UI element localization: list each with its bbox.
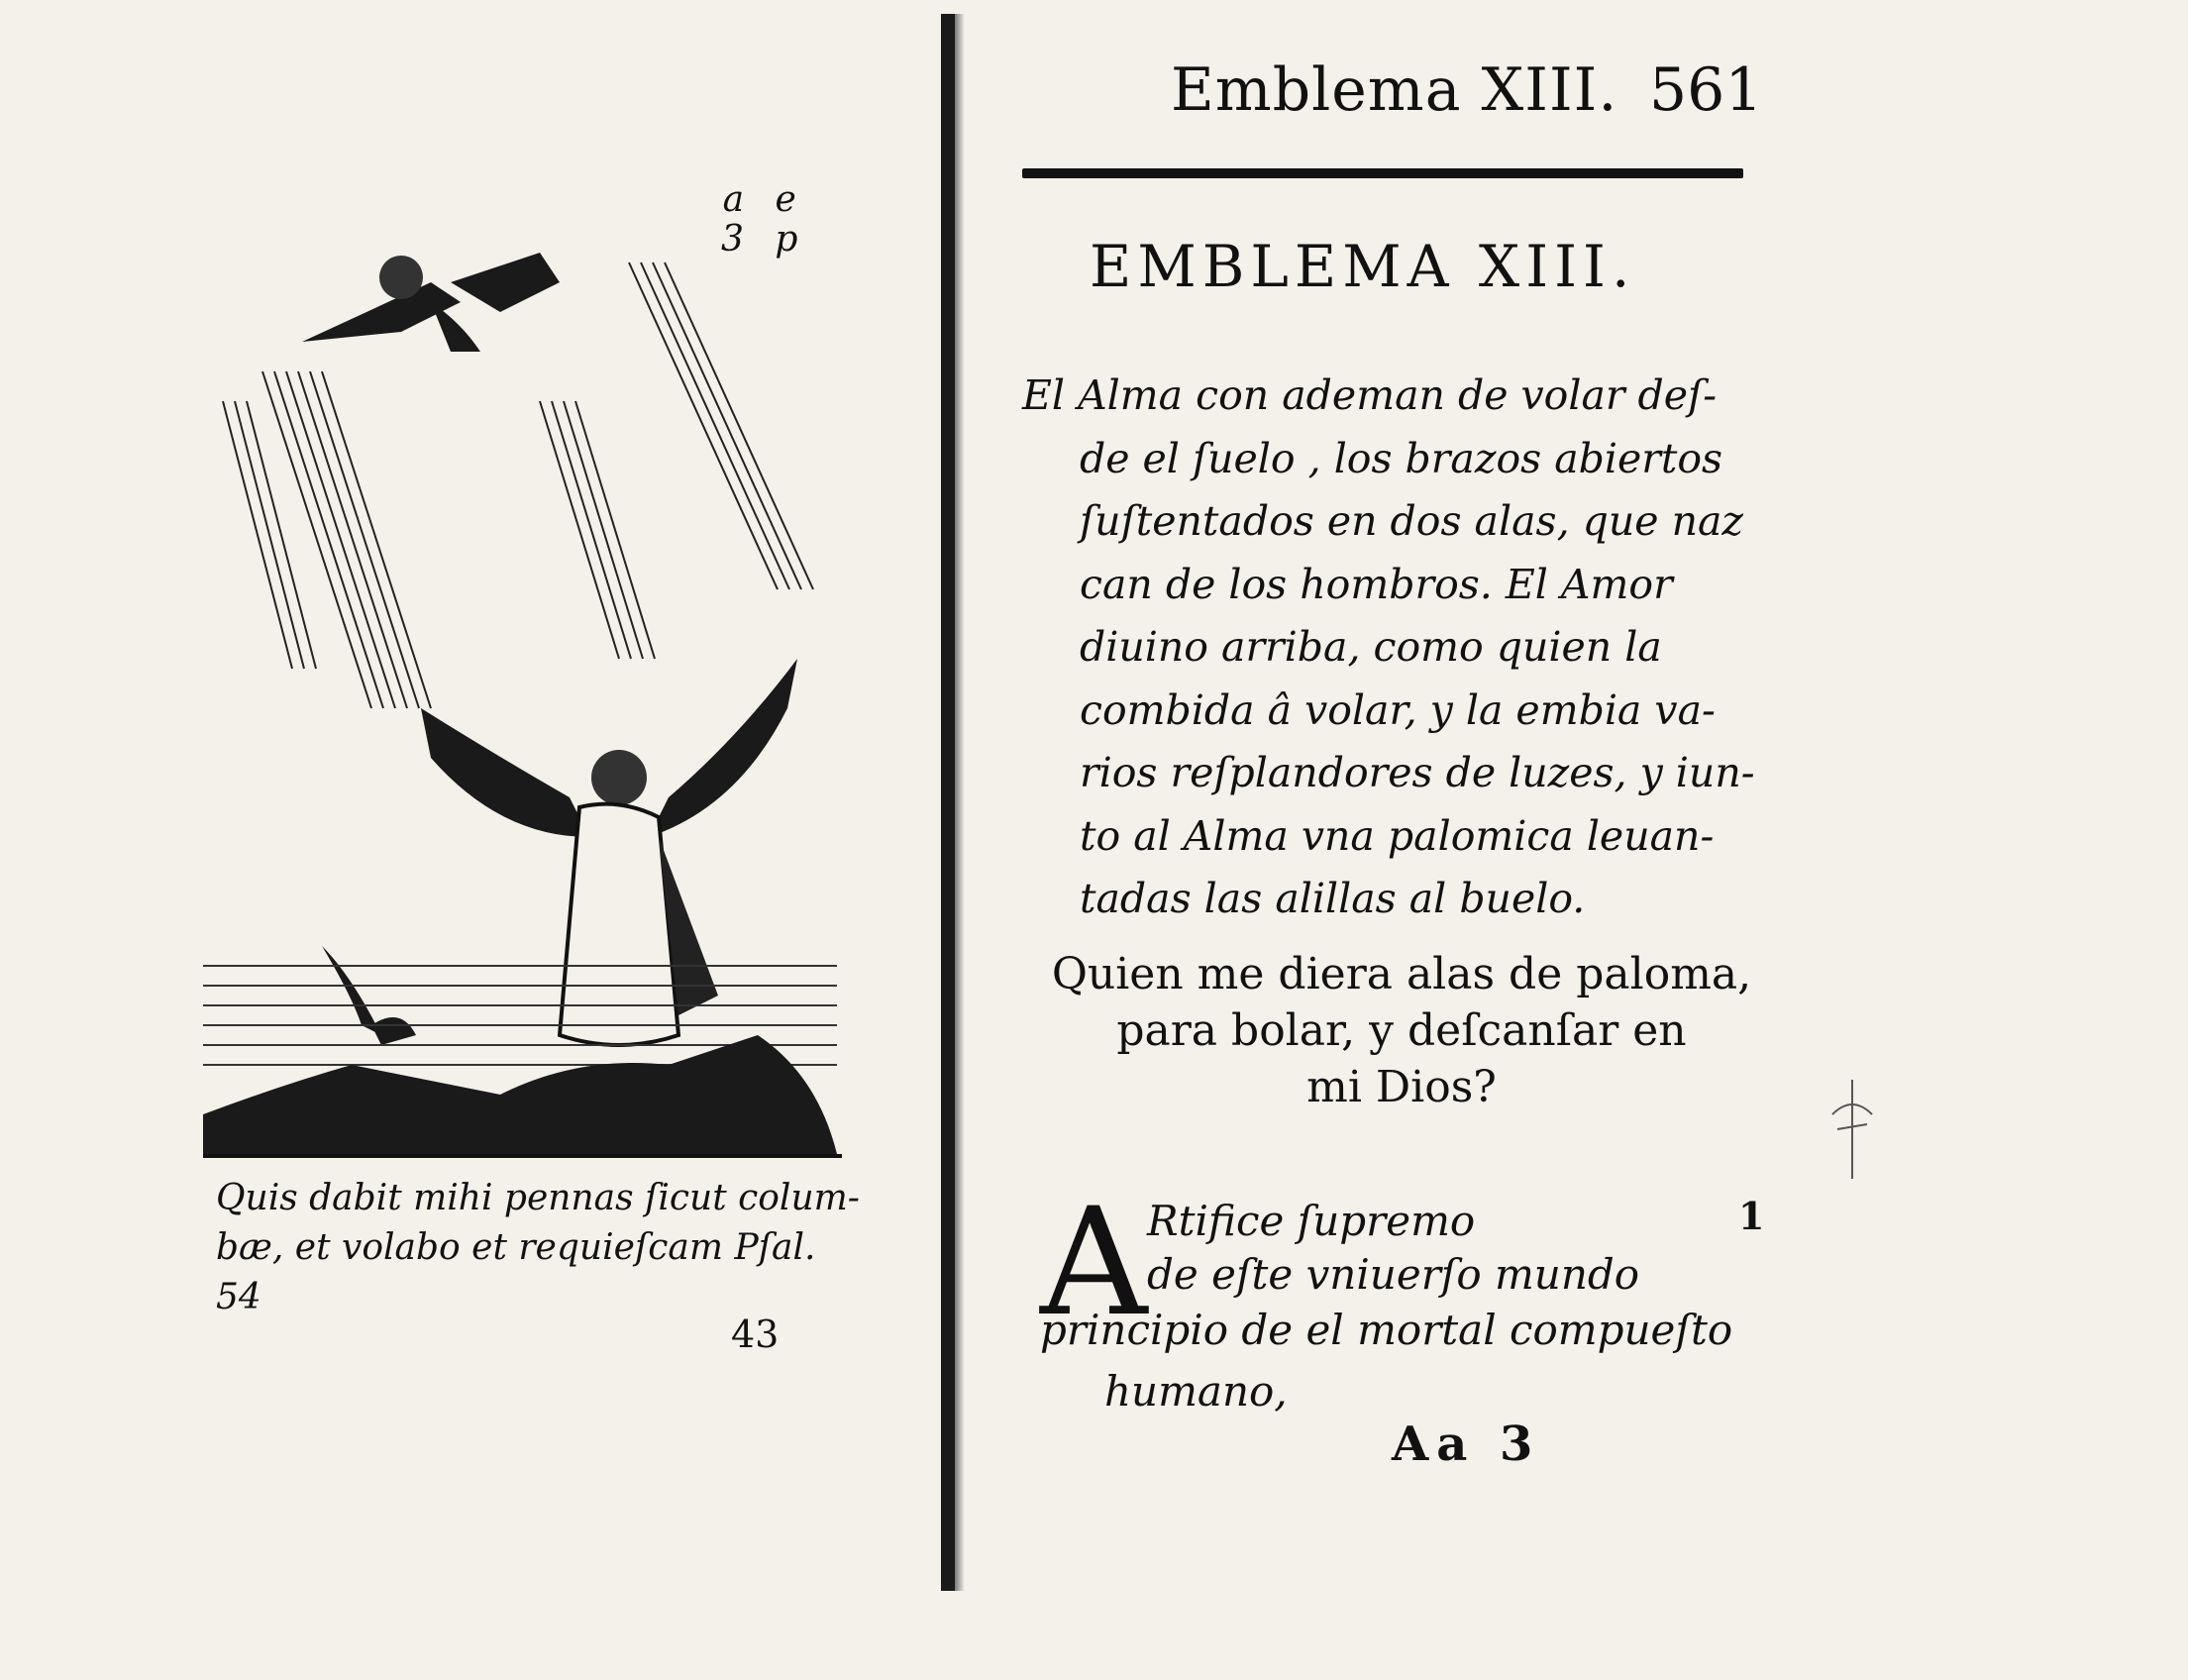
description-line: rios reſplandores de luzes, y iun-	[1080, 749, 1755, 796]
stray-ink-mark	[1823, 1075, 1882, 1184]
plate-mark-bottom-1: 3	[721, 218, 744, 260]
motto-line: Quien me diera alas de paloma,	[1051, 949, 1752, 999]
description-line: El Alma con ademan de volar deſ-	[1022, 371, 1718, 419]
poem-line: de eſte vniuerſo mundo	[1147, 1250, 1640, 1299]
plate-mark-top-1: a	[722, 179, 745, 220]
book-gutter	[941, 14, 955, 1591]
description-line: can de los hombros. El Amor	[1080, 560, 1673, 608]
description-line: combida â volar, y la embia va-	[1080, 685, 1716, 734]
motto-line: para bolar, y deſcanſar en	[1116, 1005, 1687, 1056]
plate-number: 43	[731, 1312, 780, 1356]
plate-mark-top-2: e	[775, 179, 796, 220]
light-rays	[223, 262, 813, 708]
emblem-description	[1022, 365, 1775, 931]
description-line: diuino arriba, como quien la	[1080, 623, 1662, 671]
description-line: ſuſtentados en dos alas, que naz	[1080, 497, 1744, 545]
description-line: de el ſuelo , los brazos abiertos	[1080, 434, 1723, 482]
poem-line: principio de el mortal compueſto	[1040, 1306, 1733, 1354]
left-page	[0, 0, 941, 1680]
drop-cap: A	[1040, 1177, 1148, 1349]
plate-caption	[216, 1174, 860, 1322]
soul-figure	[421, 659, 797, 1045]
poem-line: Rtifice ſupremo	[1147, 1197, 1476, 1245]
poem-line: humano,	[1104, 1367, 1288, 1416]
engraving-frame-line	[203, 1154, 842, 1158]
dove-figure	[322, 946, 416, 1045]
caption-line: Quis dabit mihi pennas ſicut colum-	[216, 1178, 860, 1218]
motto	[1035, 946, 1768, 1115]
emblem-title: EMBLEMA XIII.	[1090, 233, 1636, 300]
signature-mark: Aa 3	[1392, 1417, 1541, 1472]
engraving-illustration	[203, 243, 847, 1159]
verse-number: 1	[1738, 1194, 1765, 1238]
cupid-figure	[302, 253, 560, 352]
description-line: to al Alma vna palomica leuan-	[1080, 811, 1715, 860]
page-number: 561	[1649, 55, 1763, 125]
motto-line: mi Dios?	[1306, 1062, 1497, 1112]
header-rule	[1022, 168, 1743, 178]
rocky-ground	[203, 1035, 837, 1154]
description-line: tadas las alillas al buelo.	[1080, 875, 1586, 922]
plate-mark-bottom-2: p	[775, 218, 798, 260]
running-head: Emblema XIII.	[1171, 55, 1618, 125]
caption-line: bæ, et volabo et requieſcam Pſal. 54	[216, 1227, 816, 1317]
